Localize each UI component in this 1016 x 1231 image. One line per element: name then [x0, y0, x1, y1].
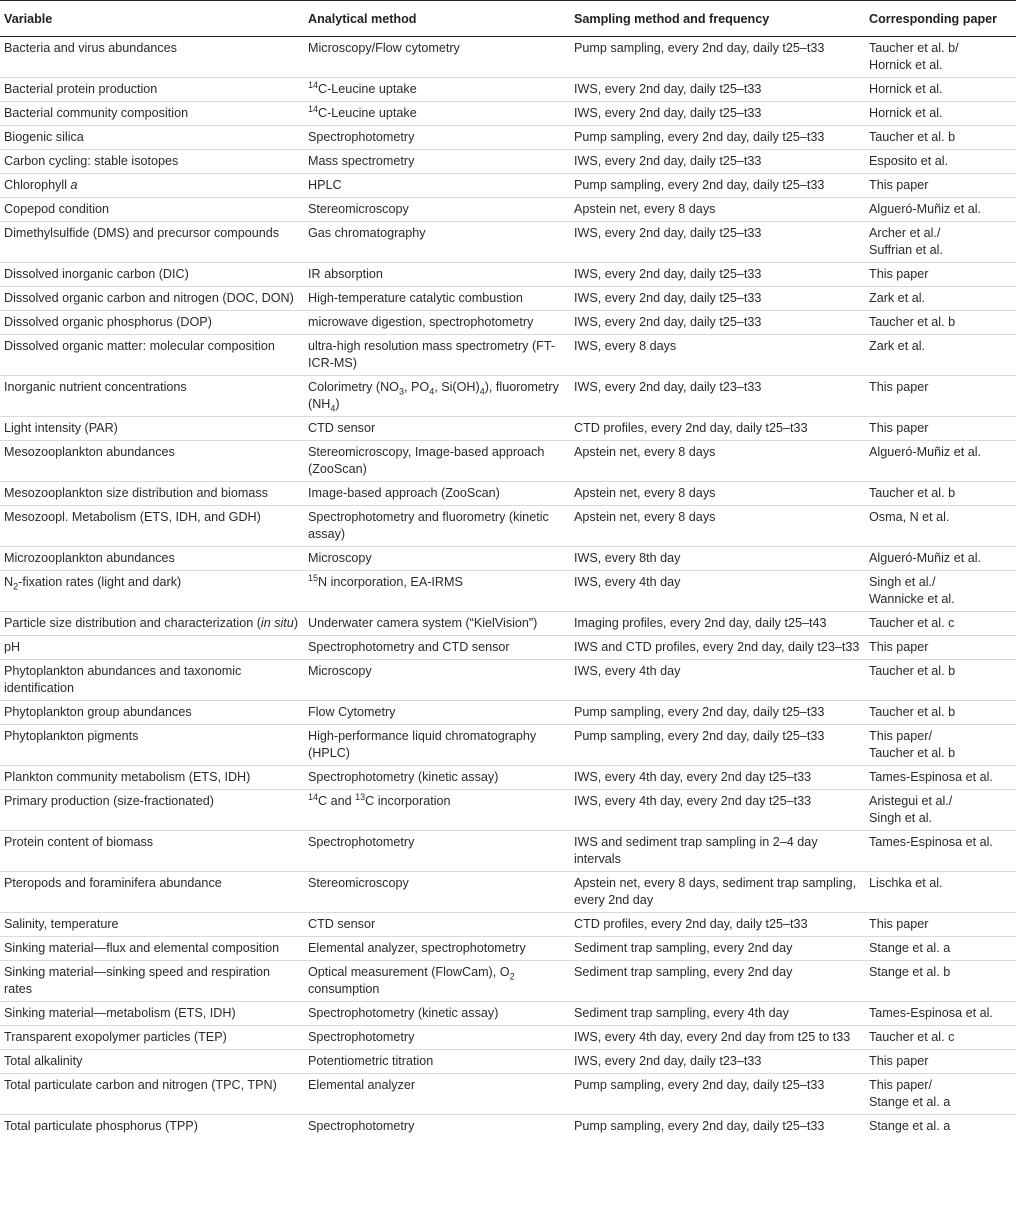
cell-sampling-method: IWS, every 8th day	[570, 547, 865, 571]
cell-variable: Dissolved organic matter: molecular composition	[0, 335, 304, 376]
cell-corresponding-paper: Osma, N et al.	[865, 506, 1016, 547]
table-row	[0, 872, 1016, 913]
cell-analytical-method: $^{14}$C and $^{13}$C incorporation	[304, 790, 570, 831]
table-row	[0, 287, 1016, 311]
cell-variable: Dissolved organic carbon and nitrogen (DOC, DON)	[0, 287, 304, 311]
cell-sampling-method: Pump sampling, every 2nd day, daily t25–t33	[570, 1074, 865, 1115]
cell-analytical-method: Elemental analyzer	[304, 1074, 570, 1115]
cell-corresponding-paper: This paper/ Stange et al. a	[865, 1074, 1016, 1115]
cell-sampling-method: Pump sampling, every 2nd day, daily t25–t33	[570, 725, 865, 766]
cell-sampling-method: IWS, every 2nd day, daily t25–t33	[570, 150, 865, 174]
table-row	[0, 547, 1016, 571]
table-row	[0, 441, 1016, 482]
cell-variable: Dimethylsulfide (DMS) and precursor compounds	[0, 222, 304, 263]
cell-analytical-method: Underwater camera system (“KielVision”)	[304, 612, 570, 636]
cell-variable: Pteropods and foraminifera abundance	[0, 872, 304, 913]
cell-analytical-method: Stereomicroscopy, Image-based approach (ZooScan)	[304, 441, 570, 482]
cell-corresponding-paper: This paper	[865, 913, 1016, 937]
cell-analytical-method: Gas chromatography	[304, 222, 570, 263]
table-row	[0, 222, 1016, 263]
cell-analytical-method: Microscopy	[304, 660, 570, 701]
cell-corresponding-paper: Tames-Espinosa et al.	[865, 831, 1016, 872]
cell-variable: Carbon cycling: stable isotopes	[0, 150, 304, 174]
cell-variable: Microzooplankton abundances	[0, 547, 304, 571]
table-row	[0, 1115, 1016, 1139]
cell-sampling-method: Apstein net, every 8 days, sediment trap sampling, every 2nd day	[570, 872, 865, 913]
table-row	[0, 150, 1016, 174]
header-corresponding-paper: Corresponding paper	[865, 1, 1016, 37]
cell-variable: Protein content of biomass	[0, 831, 304, 872]
cell-sampling-method: CTD profiles, every 2nd day, daily t25–t33	[570, 913, 865, 937]
cell-corresponding-paper: Lischka et al.	[865, 872, 1016, 913]
table-row	[0, 1002, 1016, 1026]
cell-variable: Transparent exopolymer particles (TEP)	[0, 1026, 304, 1050]
cell-sampling-method: CTD profiles, every 2nd day, daily t25–t33	[570, 417, 865, 441]
cell-sampling-method: Pump sampling, every 2nd day, daily t25–t33	[574, 1119, 825, 1133]
cell-variable: Salinity, temperature	[0, 913, 304, 937]
cell-variable: Dissolved inorganic carbon (DIC)	[0, 263, 304, 287]
cell-sampling-method: IWS, every 2nd day, daily t25–t33	[570, 311, 865, 335]
cell-corresponding-paper: Taucher et al. b	[865, 482, 1016, 506]
cell-analytical-method: HPLC	[304, 174, 570, 198]
cell-corresponding-paper: Esposito et al.	[865, 150, 1016, 174]
cell-variable: Phytoplankton group abundances	[0, 701, 304, 725]
cell-sampling-method: IWS, every 4th day	[570, 571, 865, 612]
header-variable: Variable	[0, 1, 304, 37]
header-sampling-method: Sampling method and frequency	[570, 1, 865, 37]
table-row	[0, 376, 1016, 417]
cell-variable: Total particulate phosphorus (TPP)	[4, 1119, 198, 1133]
cell-corresponding-paper: This paper	[865, 636, 1016, 660]
cell-analytical-method: CTD sensor	[304, 417, 570, 441]
cell-corresponding-paper: Taucher et al. b	[865, 311, 1016, 335]
cell-analytical-method: High-temperature catalytic combustion	[304, 287, 570, 311]
table-row	[0, 311, 1016, 335]
cell-sampling-method: IWS, every 2nd day, daily t25–t33	[570, 102, 865, 126]
cell-variable: $N_2$-fixation rates (light and dark)	[0, 571, 304, 612]
cell-corresponding-paper: This paper	[865, 376, 1016, 417]
cell-analytical-method: Spectrophotometry	[304, 126, 570, 150]
cell-sampling-method: IWS, every 2nd day, daily t25–t33	[570, 222, 865, 263]
cell-analytical-method: Spectrophotometry	[304, 1026, 570, 1050]
cell-corresponding-paper: Taucher et al. c	[865, 1026, 1016, 1050]
table-row	[0, 335, 1016, 376]
table-row	[0, 102, 1016, 126]
cell-analytical-method: IR absorption	[304, 263, 570, 287]
cell-sampling-method: Pump sampling, every 2nd day, daily t25–t33	[570, 174, 865, 198]
cell-analytical-method: Stereomicroscopy	[304, 872, 570, 913]
cell-analytical-method: Mass spectrometry	[304, 150, 570, 174]
table-row	[0, 571, 1016, 612]
table-row	[0, 766, 1016, 790]
cell-corresponding-paper: This paper	[865, 263, 1016, 287]
cell-analytical-method: Spectrophotometry and fluorometry (kinetic assay)	[304, 506, 570, 547]
cell-sampling-method: Sediment trap sampling, every 4th day	[570, 1002, 865, 1026]
cell-analytical-method: Colorimetry ($NO_3$, $PO_4$, $Si(OH)_4$), fluorometry $(NH_4)$	[304, 376, 570, 417]
cell-analytical-method: Stereomicroscopy	[304, 198, 570, 222]
cell-sampling-method: Apstein net, every 8 days	[570, 506, 865, 547]
cell-variable: Biogenic silica	[0, 126, 304, 150]
cell-variable: Total alkalinity	[0, 1050, 304, 1074]
table-row	[0, 937, 1016, 961]
cell-corresponding-paper: Stange et al. a	[865, 937, 1016, 961]
cell-sampling-method: Apstein net, every 8 days	[570, 482, 865, 506]
cell-corresponding-paper: Taucher et al. b	[865, 660, 1016, 701]
cell-sampling-method: IWS, every 2nd day, daily t23–t33	[570, 1050, 865, 1074]
cell-analytical-method: CTD sensor	[304, 913, 570, 937]
cell-variable: Mesozoopl. Metabolism (ETS, IDH, and GDH)	[0, 506, 304, 547]
cell-analytical-method: Spectrophotometry	[308, 1119, 415, 1133]
table-row	[0, 725, 1016, 766]
table-row	[0, 417, 1016, 441]
cell-corresponding-paper: Tames-Espinosa et al.	[865, 1002, 1016, 1026]
cell-variable: Dissolved organic phosphorus (DOP)	[0, 311, 304, 335]
header-row	[0, 1, 1016, 37]
cell-analytical-method: Elemental analyzer, spectrophotometry	[304, 937, 570, 961]
cell-sampling-method: Imaging profiles, every 2nd day, daily t25–t43	[570, 612, 865, 636]
cell-sampling-method: Pump sampling, every 2nd day, daily t25–t33	[570, 126, 865, 150]
table-body	[0, 37, 1016, 1139]
table-row	[0, 660, 1016, 701]
table-row	[0, 198, 1016, 222]
cell-corresponding-paper: Aristegui et al./ Singh et al.	[865, 790, 1016, 831]
cell-sampling-method: IWS and sediment trap sampling in 2–4 day intervals	[570, 831, 865, 872]
cell-variable: Mesozooplankton abundances	[0, 441, 304, 482]
cell-variable: Total particulate carbon and nitrogen (TPC, TPN)	[0, 1074, 304, 1115]
cell-corresponding-paper: This paper	[865, 417, 1016, 441]
cell-analytical-method: Optical measurement (FlowCam), $O_2$ consumption	[304, 961, 570, 1002]
cell-variable: Mesozooplankton size distribution and biomass	[0, 482, 304, 506]
table-row	[0, 126, 1016, 150]
cell-corresponding-paper: Algueró-Muñiz et al.	[865, 547, 1016, 571]
cell-corresponding-paper: Hornick et al.	[865, 102, 1016, 126]
cell-variable: Inorganic nutrient concentrations	[0, 376, 304, 417]
cell-sampling-method: IWS, every 4th day, every 2nd day t25–t33	[570, 790, 865, 831]
cell-sampling-method: Sediment trap sampling, every 2nd day	[570, 937, 865, 961]
table-row	[0, 482, 1016, 506]
cell-corresponding-paper: Singh et al./ Wannicke et al.	[865, 571, 1016, 612]
cell-sampling-method: IWS, every 2nd day, daily t25–t33	[570, 78, 865, 102]
cell-sampling-method: IWS, every 4th day, every 2nd day from t25 to t33	[570, 1026, 865, 1050]
cell-corresponding-paper: Taucher et al. b/ Hornick et al.	[865, 37, 1016, 78]
cell-sampling-method: IWS, every 4th day	[570, 660, 865, 701]
cell-corresponding-paper: Tames-Espinosa et al.	[865, 766, 1016, 790]
cell-analytical-method: Spectrophotometry (kinetic assay)	[304, 1002, 570, 1026]
cell-analytical-method: Spectrophotometry (kinetic assay)	[304, 766, 570, 790]
table-row	[0, 913, 1016, 937]
cell-corresponding-paper: Hornick et al.	[865, 78, 1016, 102]
cell-analytical-method: ultra-high resolution mass spectrometry (FT-ICR-MS)	[304, 335, 570, 376]
cell-corresponding-paper: This paper	[865, 1050, 1016, 1074]
cell-analytical-method: Microscopy/Flow cytometry	[304, 37, 570, 78]
table-row	[0, 1050, 1016, 1074]
cell-analytical-method: Spectrophotometry	[304, 831, 570, 872]
cell-sampling-method: Apstein net, every 8 days	[570, 441, 865, 482]
cell-variable: Copepod condition	[0, 198, 304, 222]
cell-sampling-method: Sediment trap sampling, every 2nd day	[570, 961, 865, 1002]
cell-variable: Phytoplankton pigments	[0, 725, 304, 766]
cell-corresponding-paper: This paper/ Taucher et al. b	[865, 725, 1016, 766]
table-row	[0, 701, 1016, 725]
table-row	[0, 612, 1016, 636]
cell-analytical-method: Potentiometric titration	[304, 1050, 570, 1074]
cell-corresponding-paper: Archer et al./ Suffrian et al.	[865, 222, 1016, 263]
cell-analytical-method: High-performance liquid chromatography (HPLC)	[304, 725, 570, 766]
cell-variable: Chlorophyll a	[0, 174, 304, 198]
cell-variable: Particle size distribution and characterization (in situ)	[0, 612, 304, 636]
cell-analytical-method: Microscopy	[304, 547, 570, 571]
cell-variable: pH	[0, 636, 304, 660]
cell-sampling-method: IWS, every 2nd day, daily t25–t33	[570, 263, 865, 287]
cell-variable: Phytoplankton abundances and taxonomic identification	[0, 660, 304, 701]
cell-sampling-method: IWS, every 2nd day, daily t25–t33	[570, 287, 865, 311]
cell-variable: Sinking material—flux and elemental composition	[0, 937, 304, 961]
cell-corresponding-paper: Taucher et al. c	[865, 612, 1016, 636]
table-row	[0, 263, 1016, 287]
header-analytical-method: Analytical method	[304, 1, 570, 37]
table-row	[0, 961, 1016, 1002]
cell-corresponding-paper: Taucher et al. b	[865, 701, 1016, 725]
cell-variable: Sinking material—metabolism (ETS, IDH)	[0, 1002, 304, 1026]
cell-analytical-method: $^{15}$N incorporation, EA-IRMS	[304, 571, 570, 612]
table-row	[0, 790, 1016, 831]
table-header	[0, 1, 1016, 37]
cell-corresponding-paper: This paper	[865, 174, 1016, 198]
cell-corresponding-paper: Stange et al. b	[865, 961, 1016, 1002]
cell-sampling-method: IWS and CTD profiles, every 2nd day, daily t23–t33	[570, 636, 865, 660]
cell-analytical-method: Image-based approach (ZooScan)	[304, 482, 570, 506]
cell-variable: Sinking material—sinking speed and respiration rates	[0, 961, 304, 1002]
cell-variable: Plankton community metabolism (ETS, IDH)	[0, 766, 304, 790]
table-row	[0, 1026, 1016, 1050]
cell-analytical-method: Flow Cytometry	[304, 701, 570, 725]
cell-variable: Bacterial protein production	[0, 78, 304, 102]
cell-corresponding-paper: Zark et al.	[865, 287, 1016, 311]
cell-sampling-method: Pump sampling, every 2nd day, daily t25–t33	[570, 701, 865, 725]
cell-corresponding-paper: Stange et al. a	[869, 1119, 951, 1133]
table-row	[0, 506, 1016, 547]
table-row	[0, 831, 1016, 872]
cell-sampling-method: IWS, every 8 days	[570, 335, 865, 376]
cell-sampling-method: Pump sampling, every 2nd day, daily t25–t33	[570, 37, 865, 78]
cell-corresponding-paper: Algueró-Muñiz et al.	[865, 441, 1016, 482]
cell-variable: Bacterial community composition	[0, 102, 304, 126]
table-row	[0, 636, 1016, 660]
cell-sampling-method: Apstein net, every 8 days	[570, 198, 865, 222]
cell-corresponding-paper: Taucher et al. b	[865, 126, 1016, 150]
cell-corresponding-paper: Algueró-Muñiz et al.	[865, 198, 1016, 222]
cell-analytical-method: $^{14}$C-Leucine uptake	[304, 78, 570, 102]
cell-variable: Light intensity (PAR)	[0, 417, 304, 441]
cell-sampling-method: IWS, every 4th day, every 2nd day t25–t33	[570, 766, 865, 790]
table-row	[0, 78, 1016, 102]
table-row	[0, 1074, 1016, 1115]
cell-analytical-method: $^{14}$C-Leucine uptake	[304, 102, 570, 126]
table-row	[0, 174, 1016, 198]
table-row	[0, 37, 1016, 78]
cell-analytical-method: Spectrophotometry and CTD sensor	[304, 636, 570, 660]
cell-sampling-method: IWS, every 2nd day, daily t23–t33	[570, 376, 865, 417]
cell-variable: Bacteria and virus abundances	[0, 37, 304, 78]
cell-corresponding-paper: Zark et al.	[865, 335, 1016, 376]
cell-analytical-method: microwave digestion, spectrophotometry	[304, 311, 570, 335]
cell-variable: Primary production (size-fractionated)	[0, 790, 304, 831]
